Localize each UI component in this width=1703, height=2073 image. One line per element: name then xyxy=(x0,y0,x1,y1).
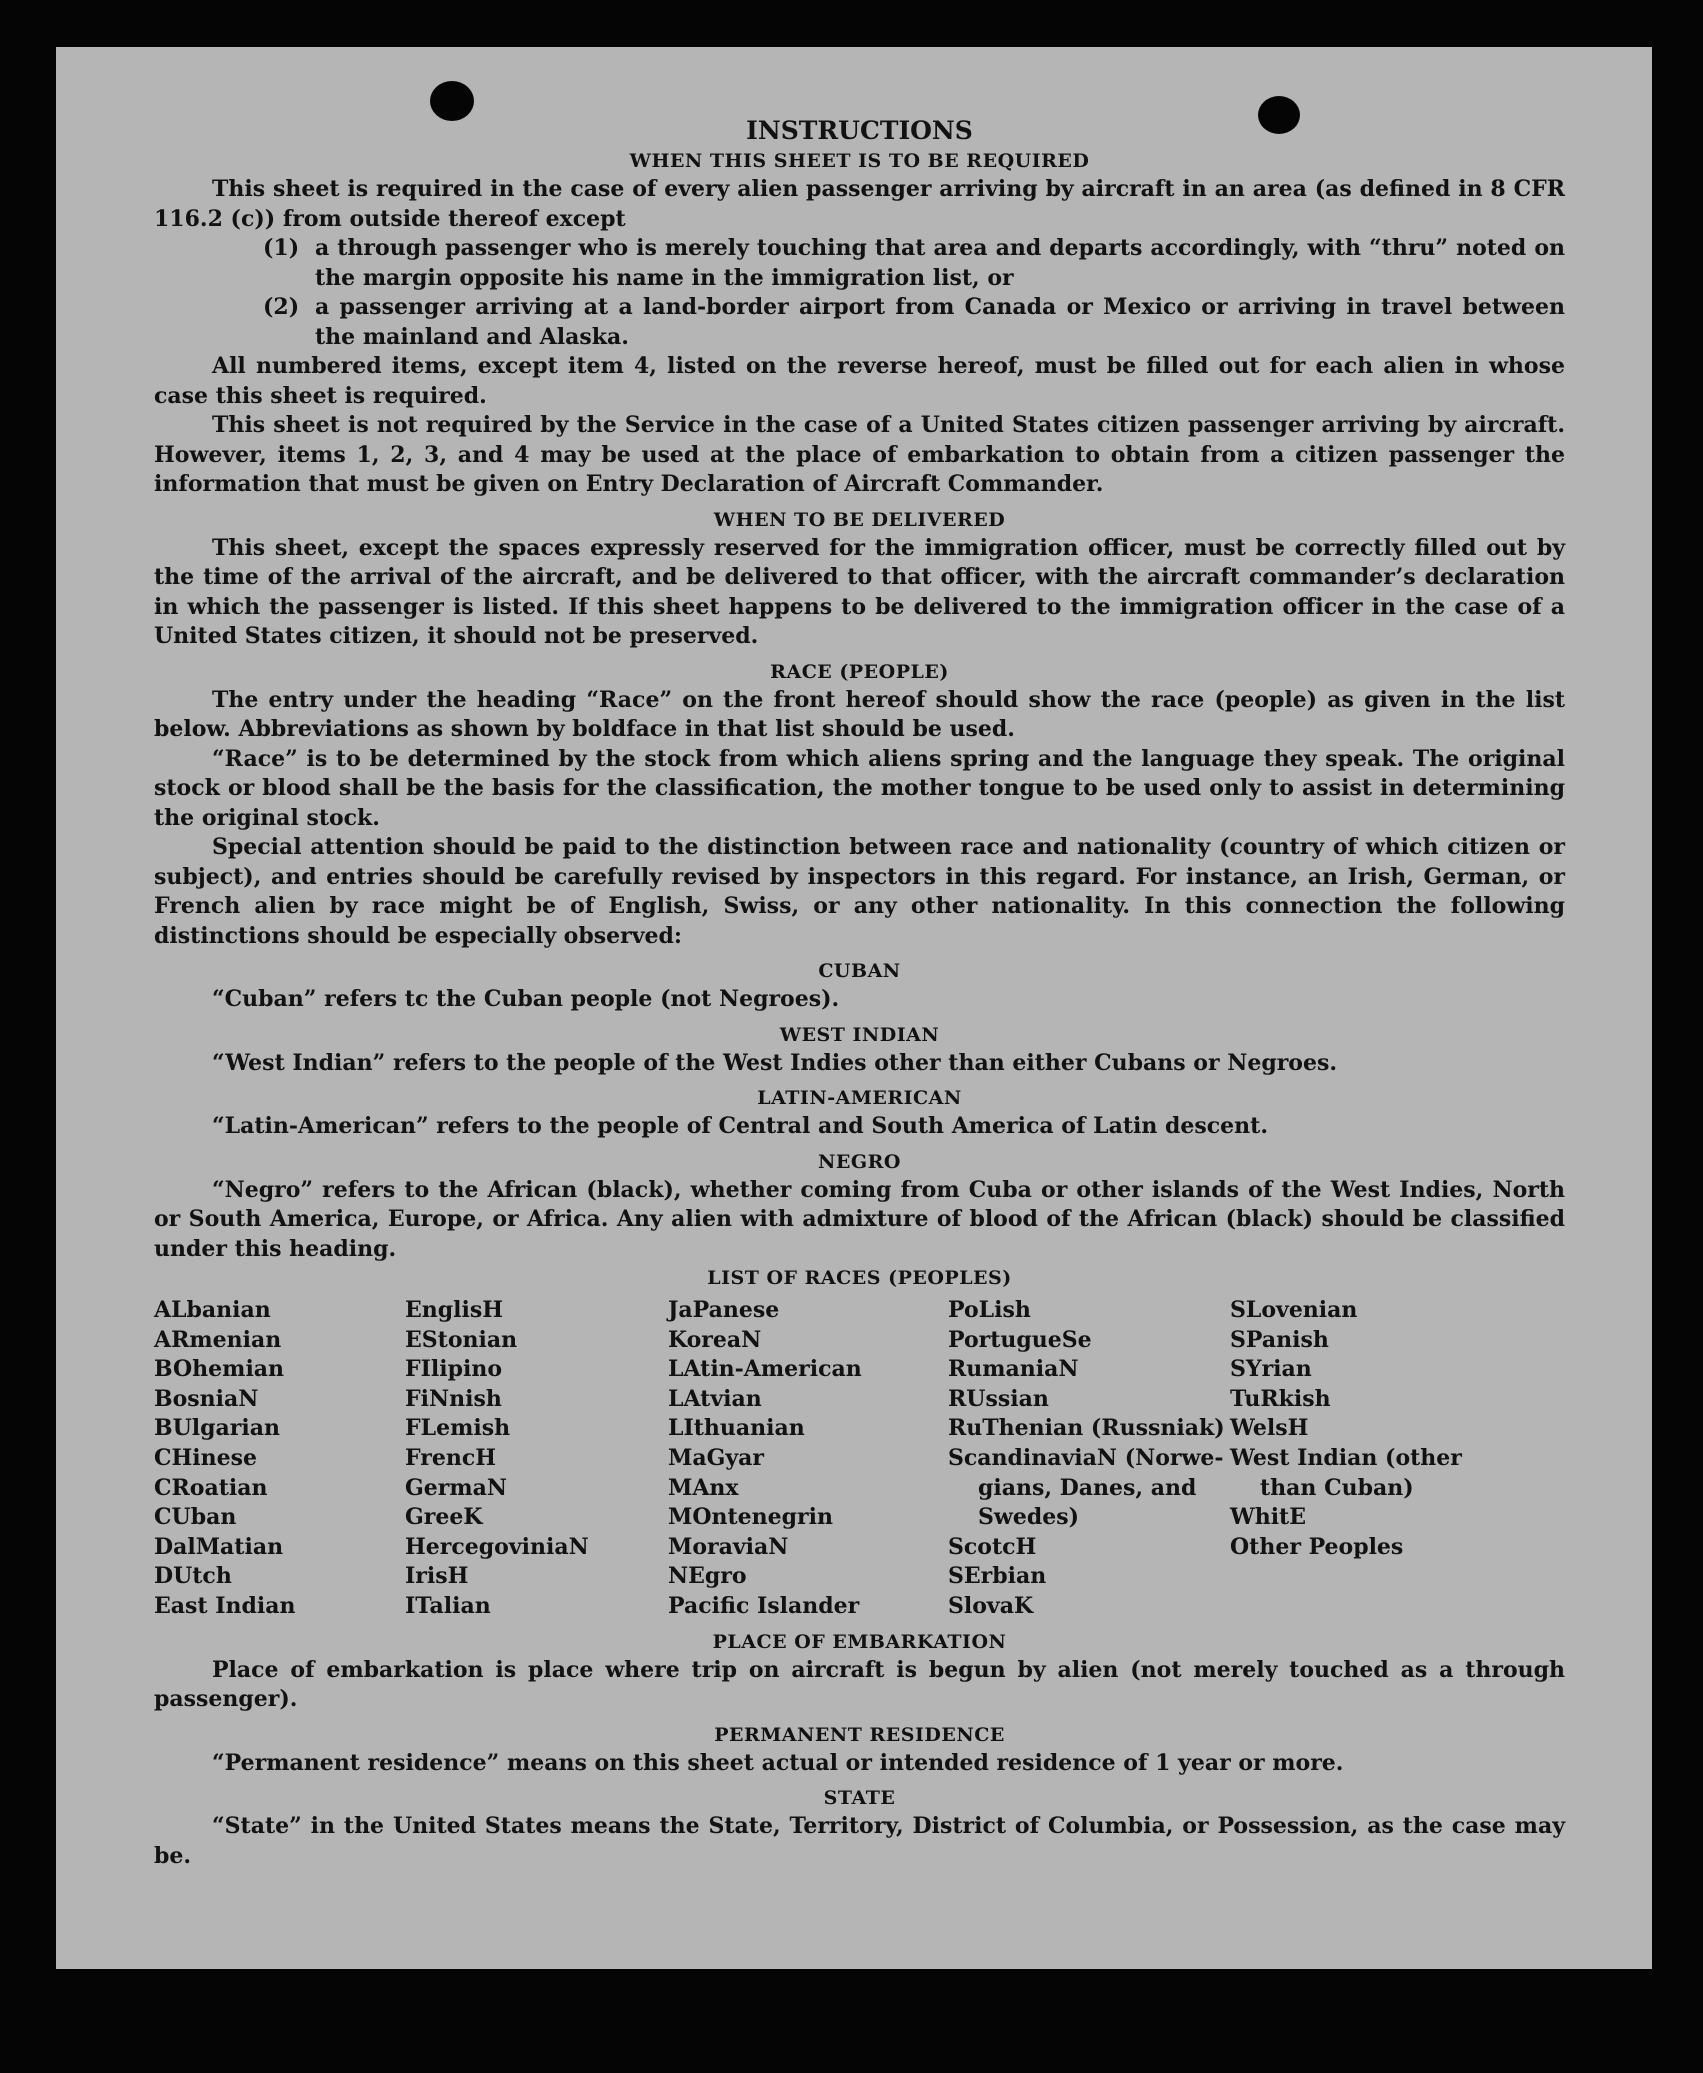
paragraph: “West Indian” refers to the people of the West Indies other than either Cubans or Negroes. xyxy=(212,1049,1338,1076)
race-entry: JaPanese xyxy=(668,1297,780,1323)
race-entry: Other Peoples xyxy=(1230,1533,1404,1560)
race-entry: GermaN xyxy=(405,1474,508,1501)
race-entry: LIthuanian xyxy=(668,1415,805,1442)
race-entry: Pacific Islander xyxy=(668,1592,860,1619)
race-entry: TuRkish xyxy=(1230,1385,1331,1412)
paragraph: This sheet is not required by the Service in the case of a United States citizen passenger arriving by aircraft. However, items 1, 2, 3, and 4 may be used at the place of embarkation to obtain from a citizen passenger the information that must be given on Entry Declaration of Aircraft Commander. xyxy=(154,412,1565,497)
race-entry: SLovenian xyxy=(1230,1297,1358,1323)
race-entry: SYrian xyxy=(1230,1356,1312,1383)
race-entry: PoLish xyxy=(948,1297,1031,1323)
race-entry: IrisH xyxy=(405,1563,469,1590)
race-entry: FrencH xyxy=(405,1444,496,1471)
section-heading-race: RACE (PEOPLE) xyxy=(770,660,949,683)
section-heading-place-of-embarkation: PLACE OF EMBARKATION xyxy=(712,1630,1007,1653)
race-entry: LAtvian xyxy=(668,1385,762,1412)
paragraph: The entry under the heading “Race” on the front hereof should show the race (people) as given in the list below. Abbreviations as shown by boldface in that list should be used. xyxy=(154,686,1565,742)
paragraph: This sheet, except the spaces expressly reserved for the immigration officer, must be correctly filled out by the time of the arrival of the aircraft, and be delivered to that officer, with the aircraft commander’s declaration in which the passenger is listed. If this sheet happens to be delivered to the immigration officer in the case of a United States citizen, it should not be preserved. xyxy=(154,534,1565,649)
section-heading-permanent-residence: PERMANENT RESIDENCE xyxy=(714,1723,1005,1746)
race-entry: CHinese xyxy=(154,1444,258,1471)
race-entry: GreeK xyxy=(405,1504,483,1531)
race-column xyxy=(1230,1296,1480,1622)
race-entry: East Indian xyxy=(154,1592,296,1619)
race-entry: MOntenegrin xyxy=(668,1504,833,1531)
paragraph: “Race” is to be determined by the stock from which aliens spring and the language they speak. The original stock or blood shall be the basis for the classification, the mother tongue to be used only to assist in determining the original stock. xyxy=(154,745,1565,831)
race-entry: West Indian (other xyxy=(1230,1444,1462,1471)
race-list xyxy=(154,1296,1565,1622)
race-entry: EnglisH xyxy=(405,1297,504,1323)
race-entry: LAtin-American xyxy=(668,1356,862,1383)
item-number: (2) xyxy=(263,294,300,320)
section-heading-list-of-races: LIST OF RACES (PEOPLES) xyxy=(707,1267,1012,1289)
race-entry: ALbanian xyxy=(154,1297,271,1323)
race-entry: BUlgarian xyxy=(154,1415,280,1442)
race-entry: FIlipino xyxy=(405,1356,503,1383)
section-heading-when-required: WHEN THIS SHEET IS TO BE REQUIRED xyxy=(629,150,1090,172)
race-entry: MaGyar xyxy=(668,1444,765,1471)
list-item xyxy=(154,293,1565,352)
page-title: INSTRUCTIONS xyxy=(746,116,973,145)
race-entry: ScotcH xyxy=(948,1533,1037,1560)
section-heading-negro: NEGRO xyxy=(818,1150,901,1173)
race-entry: EStonian xyxy=(405,1326,518,1353)
race-entry: NEgro xyxy=(668,1563,747,1590)
race-entry: CRoatian xyxy=(154,1474,268,1501)
race-entry: BOhemian xyxy=(154,1356,285,1383)
race-entry-continuation: gians, Danes, and xyxy=(978,1474,1197,1501)
race-entry: DUtch xyxy=(154,1563,232,1590)
paragraph: “Negro” refers to the African (black), whether coming from Cuba or other islands of the West Indies, North or South America, Europe, or Africa. Any alien with admixture of blood of the African (black) should be classified under this heading. xyxy=(154,1176,1565,1262)
race-entry: KoreaN xyxy=(668,1326,762,1353)
race-entry: HercegoviniaN xyxy=(405,1533,589,1560)
item-text: a through passenger who is merely touching that area and departs accordingly, with “thru” noted on the margin opposite his name in the immigration list, or xyxy=(315,235,1565,291)
race-entry: FiNnish xyxy=(405,1385,502,1412)
race-entry: MoraviaN xyxy=(668,1533,789,1560)
race-column xyxy=(154,1296,405,1622)
race-entry: RuThenian (Russniak) xyxy=(948,1415,1225,1442)
race-entry: SErbian xyxy=(948,1563,1047,1590)
list-item xyxy=(154,234,1565,293)
section-heading-state: STATE xyxy=(823,1787,896,1810)
race-entry: ARmenian xyxy=(154,1326,282,1353)
paragraph: This sheet is required in the case of every alien passenger arriving by aircraft in an area (as defined in 8 CFR 116.2 (c)) from outside thereof except xyxy=(154,176,1565,232)
section-heading-cuban: CUBAN xyxy=(818,960,901,982)
race-entry: MAnx xyxy=(668,1474,739,1501)
item-number: (1) xyxy=(263,235,300,261)
document-sheet xyxy=(56,47,1652,1969)
race-column xyxy=(405,1296,668,1622)
race-entry-continuation: than Cuban) xyxy=(1260,1474,1414,1501)
section-heading-latin-american: LATIN-AMERICAN xyxy=(757,1087,962,1109)
race-column xyxy=(948,1296,1230,1622)
paragraph: “Cuban” refers tc the Cuban people (not Negroes). xyxy=(212,986,840,1012)
race-entry: SPanish xyxy=(1230,1326,1329,1353)
race-entry: RUssian xyxy=(948,1385,1049,1412)
race-entry: RumaniaN xyxy=(948,1356,1079,1383)
race-entry: CUban xyxy=(154,1504,237,1531)
race-entry: ScandinaviaN (Norwe- xyxy=(948,1444,1224,1471)
race-entry: DalMatian xyxy=(154,1533,284,1560)
race-entry: PortugueSe xyxy=(948,1326,1092,1353)
race-column xyxy=(668,1296,948,1622)
paragraph: “Latin-American” refers to the people of Central and South America of Latin descent. xyxy=(212,1113,1268,1139)
race-entry: SlovaK xyxy=(948,1592,1034,1619)
instructions-content xyxy=(154,115,1565,1871)
race-entry: BosniaN xyxy=(154,1385,259,1412)
race-entry: ITalian xyxy=(405,1592,491,1619)
section-heading-when-delivered: WHEN TO BE DELIVERED xyxy=(713,508,1006,531)
race-entry: WhitE xyxy=(1230,1504,1306,1531)
race-entry-continuation: Swedes) xyxy=(978,1504,1079,1531)
race-entry: FLemish xyxy=(405,1415,511,1442)
paragraph: All numbered items, except item 4, listed on the reverse hereof, must be filled out for each alien in whose case this sheet is required. xyxy=(154,353,1565,409)
paragraph: “State” in the United States means the State, Territory, District of Columbia, or Possession, as the case may be. xyxy=(154,1813,1565,1869)
section-heading-west-indian: WEST INDIAN xyxy=(779,1023,940,1046)
item-text: a passenger arriving at a land-border airport from Canada or Mexico or arriving in travel between the mainland and Alaska. xyxy=(315,294,1565,350)
paragraph: “Permanent residence” means on this sheet actual or intended residence of 1 year or more. xyxy=(212,1749,1344,1776)
paragraph: Place of embarkation is place where trip on aircraft is begun by alien (not merely touched as a through passenger). xyxy=(154,1656,1565,1713)
race-entry: WelsH xyxy=(1230,1415,1309,1442)
paragraph: Special attention should be paid to the distinction between race and nationality (country of which citizen or subject), and entries should be carefully revised by inspectors in this regard. For instance, an Irish, German, or French alien by race might be of English, Swiss, or any other nationality. In this connection the following distinctions should be especially observed: xyxy=(154,834,1565,949)
